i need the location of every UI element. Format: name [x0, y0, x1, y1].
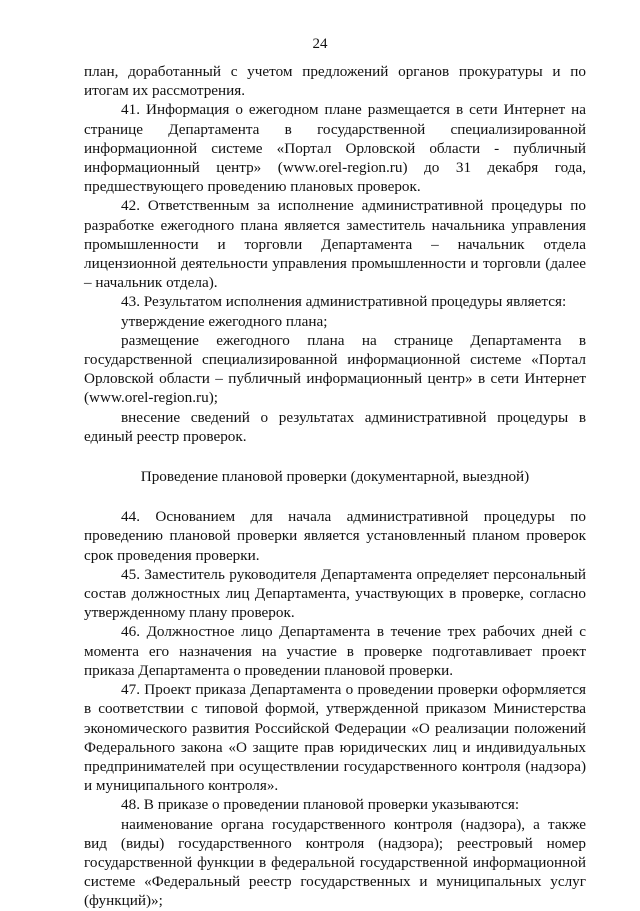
paragraph-continuation: план, доработанный с учетом предложений органов прокуратуры и по итогам их рассмотрения. — [84, 63, 586, 100]
paragraph-45: 45. Заместитель руководителя Департамента определяет персональный состав должностных лиц Департамента, участвующих в проверке, согласно утвержденному плану проверок. — [84, 565, 586, 622]
paragraph-44: 44. Основанием для начала административной процедуры по проведению плановой проверки является установленный планом проверок срок проведения проверки. — [84, 508, 586, 564]
paragraph-43-item-3: внесение сведений о результатах административной процедуры в единый реестр проверок. — [84, 408, 586, 445]
paragraph-42: 42. Ответственным за исполнение административной процедуры по разработке ежегодного плана является заместитель начальника управления промышленности и торговли Департамента – начальник отдела лицензионной деятельности управления промышленности и торговли (далее – начальник отдела). — [84, 197, 586, 292]
paragraph-46: 46. Должностное лицо Департамента в течение трех рабочих дней с момента его назначения на участие в проверке подготавливает проект приказа Департамента о проведении плановой проверки. — [84, 623, 586, 679]
paragraph-43: 43. Результатом исполнения административной процедуры является: — [121, 293, 567, 311]
paragraph-41: 41. Информация о ежегодном плане размещается в сети Интернет на странице Департамента в государственной специализированной информационной системе «Портал Орловской области - публичный информационный центр» (www.orel-region.ru) до 31 декабря года, предшествующего проведению плановых проверок. — [84, 101, 586, 196]
document-body — [84, 62, 586, 911]
paragraph-48: 48. В приказе о проведении плановой проверки указываются: — [121, 796, 520, 814]
paragraph-43-item-2: размещение ежегодного плана на странице Департамента в государственной специализированной информационной системе «Портал Орловской области – публичный информационный центр» в сети Интернет (www.orel-region.ru); — [84, 331, 586, 407]
paragraph-48-item-1: наименование органа государственного контроля (надзора), а также вид (виды) государственного контроля (надзора); реестровый номер государственной функции в федеральной государственной информационной системе «Федеральный реестр государственных и муниципальных услуг (функций)»; — [84, 815, 586, 910]
paragraph-47: 47. Проект приказа Департамента о проведении проверки оформляется в соответствии с типовой формой, утвержденной приказом Министерства экономического развития Российской Федерации «О реализации положений Федерального закона «О защите прав юридических лиц и индивидуальных предпринимателей при осуществлении государственного контроля (надзора) и муниципального контроля». — [84, 681, 586, 795]
section-heading: Проведение плановой проверки (документарной, выездной) — [140, 468, 530, 486]
paragraph-43-item-1: утверждение ежегодного плана; — [121, 312, 328, 330]
page-number: 24 — [312, 36, 328, 52]
